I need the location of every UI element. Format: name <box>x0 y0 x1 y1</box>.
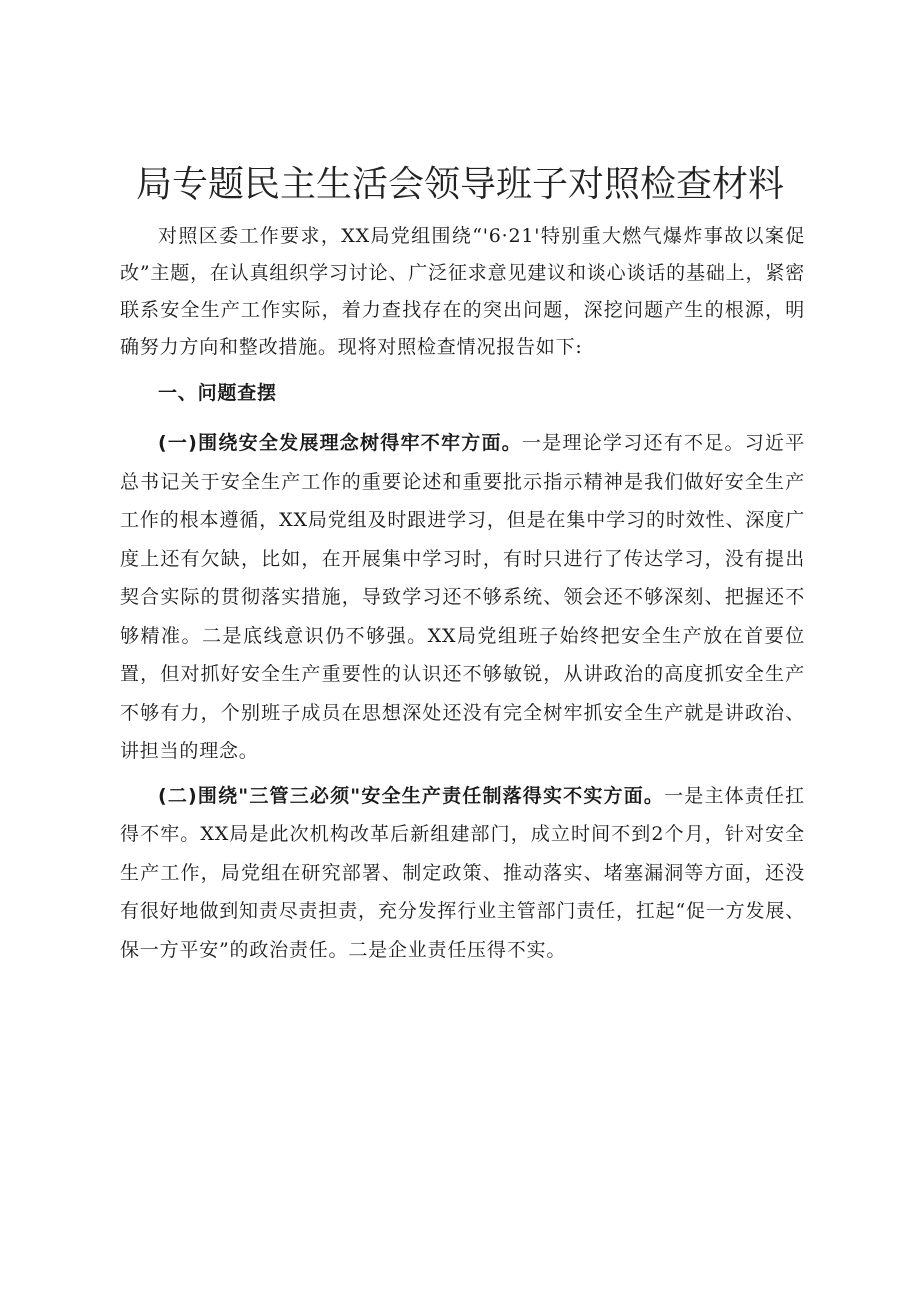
document-title: 局专题民主生活会领导班子对照检查材料 <box>135 164 784 205</box>
subsection-1-text: 一是理论学习还有不足。习近平总书记关于安全生产工作的重要论述和重要批示指示精神是我们做好安全生产工作的根本遵循，XX局党组及时跟进学习，但是在集中学习的时效性、深度广度上还有欠缺，比如，在开展集中学习时，有时只进行了传达学习，没有提出契合实际的贯彻落实措施，导致学习还不够系统、领会还不够深刻、把握还不够精准。二是底线意识仍不够强。XX局党组班子始终把安全生产放在首要位置，但对抓好安全生产重要性的认识还不够敏锐，从讲政治的高度抓安全生产不够有力，个别班子成员在思想深处还没有完全树牢抓安全生产就是讲政治、讲担当的理念。 <box>120 432 805 762</box>
document-body <box>120 218 805 969</box>
section-heading-problems: 一、问题查摆 <box>158 382 277 404</box>
subsection-2-paragraph <box>120 777 805 970</box>
intro-paragraph: 对照区委工作要求，XX局党组围绕“'6·21'特别重大燃气爆炸事故以案促改”主题，在认真组织学习讨论、广泛征求意见建议和谈心谈话的基础上，紧密联系安全生产工作实际，着力查找存在的突出问题，深挖问题产生的根源，明确努力方向和整改措施。现将对照检查情况报告如下: <box>120 225 805 358</box>
subsection-2-text: 一是主体责任扛得不牢。XX局是此次机构改革后新组建部门，成立时间不到2个月，针对安全生产工作，局党组在研究部署、制定政策、推动落实、堵塞漏洞等方面，还没有很好地做到知责尽责担责，充分发挥行业主管部门责任，扛起“促一方发展、保一方平安”的政治责任。二是企业责任压得不实。 <box>120 784 805 961</box>
subsection-1-paragraph <box>120 424 805 771</box>
subsection-2-lead: (二)围绕"三管三必须"安全生产责任制落得实不实方面。 <box>158 784 665 807</box>
subsection-1-lead: (一)围绕安全发展理念树得牢不牢方面。 <box>158 432 523 454</box>
